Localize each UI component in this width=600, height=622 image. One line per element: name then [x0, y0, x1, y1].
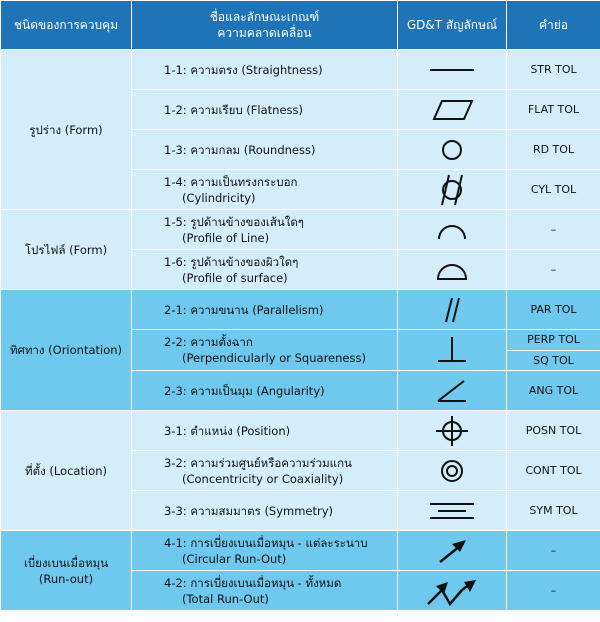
name-line2: (Concentricity or Coaxiality) [182, 471, 344, 486]
tolerance-name [132, 170, 398, 210]
tolerance-name [132, 411, 398, 451]
abbreviation-cell: RD TOL [507, 130, 600, 170]
abbreviation-cell: – [507, 210, 600, 250]
abbreviation-cell: FLAT TOL [507, 90, 600, 130]
profile-of-line-icon [422, 215, 482, 245]
tolerance-name [132, 330, 398, 371]
category-cell: โปรไฟล์ (Form) [1, 210, 132, 290]
straightness-icon [422, 55, 482, 85]
category-cell: ทิศทาง (Oriontation) [1, 290, 132, 411]
abbreviation-secondary: SQ TOL [533, 354, 574, 367]
name-line1: 2-3: ความเป็นมุม (Angularity) [164, 383, 325, 398]
abbreviation-cell: CYL TOL [507, 170, 600, 210]
name-line1: 2-2: ความตั้งฉาก [164, 335, 253, 349]
header-abbreviation: คำย่อ [507, 1, 600, 50]
circular-runout-icon [422, 534, 482, 568]
table-row [1, 531, 600, 571]
name-line1: 1-4: ความเป็นทรงกระบอก [164, 174, 298, 189]
tolerance-name [132, 491, 398, 531]
header-name-line2: ความคลาดเคลื่อน [217, 26, 312, 40]
symbol-cell [398, 371, 507, 411]
symbol-cell [398, 531, 507, 571]
profile-of-surface-icon [422, 255, 482, 285]
name-line1: 1-1: ความตรง (Straightness) [164, 62, 323, 77]
table-row [1, 210, 600, 250]
parallelism-icon [422, 294, 482, 326]
name-line1: 2-1: ความขนาน (Parallelism) [164, 302, 324, 317]
abbreviation-cell: CONT TOL [507, 451, 600, 491]
name-line2: (Total Run-Out) [182, 591, 269, 606]
table-row [1, 290, 600, 330]
table-row [1, 50, 600, 90]
tolerance-name [132, 531, 398, 571]
perpendicularity-icon [422, 333, 482, 367]
name-line1: 4-1: การเบี่ยงเบนเมื่อหมุน - แต่ละระนาบ [164, 535, 368, 550]
abbreviation-cell: – [507, 250, 600, 290]
name-line1: 1-5: รูปด้านข้างของเส้นใดๆ [164, 214, 304, 229]
concentricity-icon [422, 455, 482, 487]
position-icon [422, 414, 482, 448]
tolerance-name [132, 571, 398, 611]
tolerance-name [132, 210, 398, 250]
category-cell: รูปร่าง (Form) [1, 50, 132, 210]
abbreviation-cell: PAR TOL [507, 290, 600, 330]
tolerance-name [132, 250, 398, 290]
name-line1: 1-6: รูปด้านข้างของผิวใดๆ [164, 254, 299, 269]
header-symbol: GD&T สัญลักษณ์ [398, 1, 507, 50]
abbreviation-cell: – [507, 571, 600, 611]
category-line1: เบี่ยงเบนเมื่อหมุน [23, 555, 109, 570]
symbol-cell [398, 571, 507, 611]
tolerance-name [132, 290, 398, 330]
header-name-line1: ชื่อและลักษณะเกณฑ์ [209, 10, 320, 24]
name-line2: (Profile of surface) [182, 270, 288, 285]
table-row [1, 411, 600, 451]
symbol-cell [398, 411, 507, 451]
name-line1: 1-2: ความเรียบ (Flatness) [164, 102, 303, 117]
abbreviation-cell: – [507, 531, 600, 571]
tolerance-name [132, 130, 398, 170]
symbol-cell [398, 330, 507, 371]
header-row [1, 1, 600, 50]
tolerance-name [132, 371, 398, 411]
cylindricity-icon [422, 173, 482, 207]
roundness-icon [422, 135, 482, 165]
flatness-icon [422, 95, 482, 125]
category-cell [1, 531, 132, 611]
symbol-cell [398, 170, 507, 210]
tolerance-name [132, 50, 398, 90]
symbol-cell [398, 451, 507, 491]
abbreviation-cell: SYM TOL [507, 491, 600, 531]
angularity-icon [422, 375, 482, 407]
category-line2: (Run-out) [38, 571, 94, 586]
symmetry-icon [422, 496, 482, 526]
abbreviation-cell: ANG TOL [507, 371, 600, 411]
abbreviation-primary: PERP TOL [507, 330, 600, 351]
name-line1: 3-2: ความร่วมศูนย์หรือความร่วมแกน [164, 455, 352, 470]
name-line1: 3-1: ตำแหน่ง (Position) [164, 423, 291, 438]
symbol-cell [398, 130, 507, 170]
symbol-cell [398, 250, 507, 290]
symbol-cell [398, 90, 507, 130]
name-line1: 4-2: การเบี่ยงเบนเมื่อหมุน - ทั้งหมด [164, 575, 342, 590]
abbreviation-cell: STR TOL [507, 50, 600, 90]
symbol-cell [398, 50, 507, 90]
header-name [132, 1, 398, 50]
name-line2: (Profile of Line) [182, 230, 270, 245]
symbol-cell [398, 210, 507, 250]
name-line2: (Perpendicularly or Squareness) [182, 351, 366, 365]
name-line2: (Circular Run-Out) [182, 551, 287, 566]
abbreviation-cell [507, 330, 600, 371]
tolerance-name [132, 90, 398, 130]
abbreviation-cell: POSN TOL [507, 411, 600, 451]
symbol-cell [398, 491, 507, 531]
name-line2: (Cylindricity) [182, 190, 256, 205]
total-runout-icon [420, 574, 484, 608]
category-cell: ที่ตั้ง (Location) [1, 411, 132, 531]
header-control-type: ชนิดของการควบคุม [1, 1, 132, 50]
symbol-cell [398, 290, 507, 330]
name-line1: 3-3: ความสมมาตร (Symmetry) [164, 503, 334, 518]
name-line1: 1-3: ความกลม (Roundness) [164, 142, 316, 157]
tolerance-name [132, 451, 398, 491]
